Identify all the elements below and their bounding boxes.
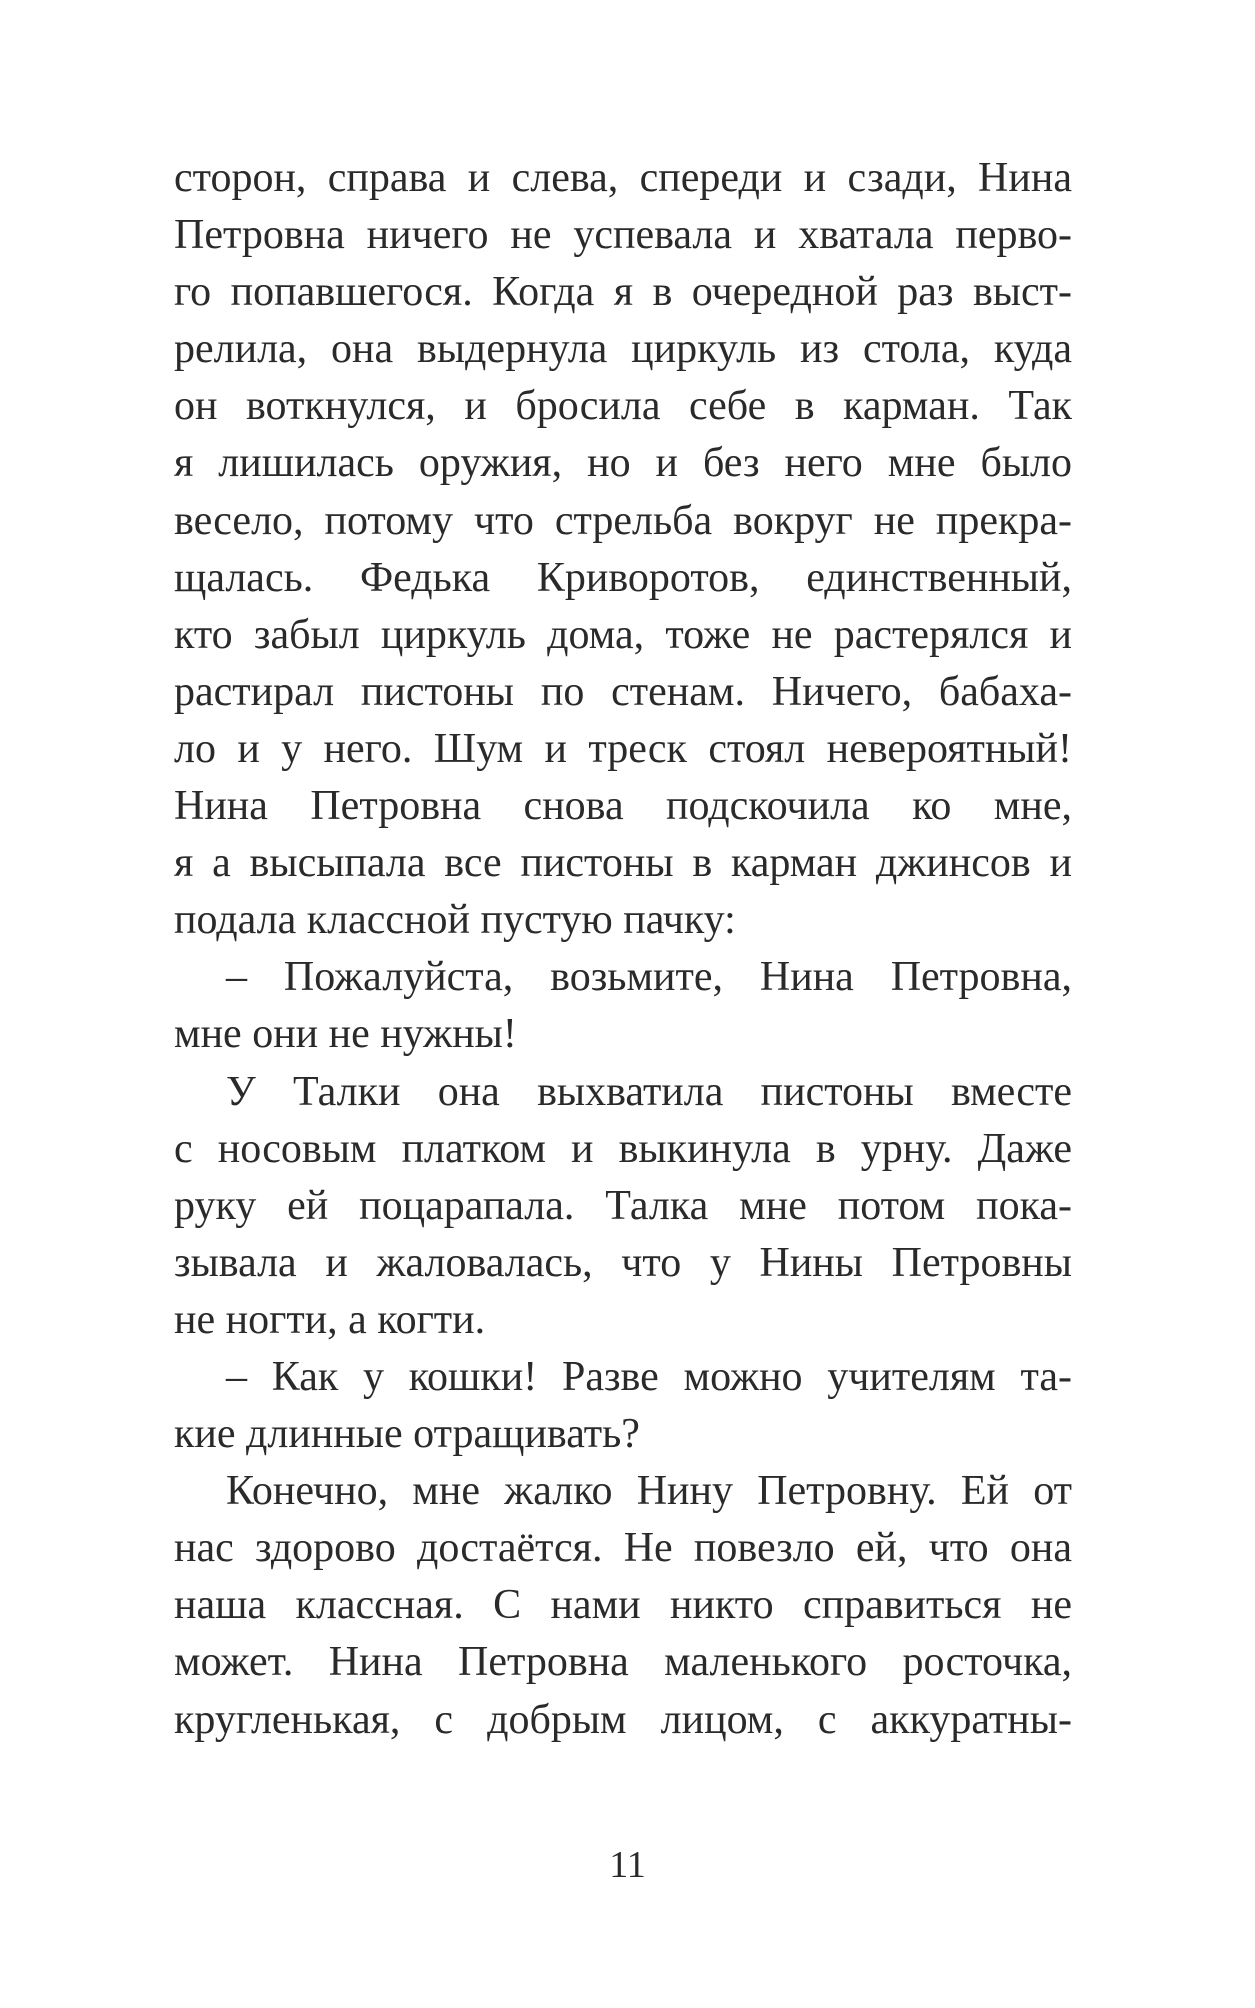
text-line: наша классная. С нами никто справиться не — [174, 1582, 1072, 1629]
text-line: го попавшегося. Когда я в очередной раз выст- — [174, 269, 1072, 316]
page-number: 11 — [609, 1844, 646, 1886]
text-line: я а высыпала все пистоны в карман джинсов и — [174, 840, 1072, 887]
text-line: он воткнулся, и бросила себе в карман. Так — [174, 383, 1072, 430]
text-line: кие длинные отращивать? — [174, 1411, 640, 1458]
text-line: – Пожалуйста, возьмите, Нина Петровна, — [226, 954, 1072, 1001]
text-line: кто забыл циркуль дома, тоже не растерялся и — [174, 611, 1072, 658]
text-line: нас здорово достаётся. Не повезло ей, что она — [174, 1525, 1072, 1572]
text-line: сторон, справа и слева, спереди и сзади, Нина — [174, 155, 1072, 201]
text-line: я лишилась оружия, но и без него мне было — [174, 440, 1072, 487]
text-line: У Талки она выхватила пистоны вместе — [226, 1068, 1072, 1115]
text-line: релила, она выдернула циркуль из стола, куда — [174, 326, 1072, 373]
text-line: руку ей поцарапала. Талка мне потом пока- — [174, 1182, 1072, 1229]
text-line: щалась. Федька Криворотов, единственный, — [174, 554, 1072, 601]
text-line: может. Нина Петровна маленького росточка, — [174, 1639, 1072, 1686]
text-line: Конечно, мне жалко Нину Петровну. Ей от — [226, 1468, 1072, 1515]
text-line: ло и у него. Шум и треск стоял невероятный! — [174, 725, 1072, 772]
body-text — [174, 150, 1072, 1749]
text-line: с носовым платком и выкинула в урну. Даже — [174, 1125, 1072, 1172]
text-line: весело, потому что стрельба вокруг не прекра- — [174, 497, 1072, 544]
text-line: Петровна ничего не успевала и хватала перво- — [174, 212, 1072, 259]
text-line: – Как у кошки! Разве можно учителям та- — [226, 1353, 1072, 1400]
text-line: растирал пистоны по стенам. Ничего, бабаха- — [174, 668, 1072, 715]
text-line: кругленькая, с добрым лицом, с аккуратны- — [174, 1696, 1072, 1743]
text-line: не ногти, а когти. — [174, 1296, 486, 1343]
text-line: мне они не нужны! — [174, 1011, 517, 1058]
text-line: зывала и жаловалась, что у Нины Петровны — [174, 1239, 1072, 1286]
text-line: подала классной пустую пачку: — [174, 897, 736, 944]
text-line: Нина Петровна снова подскочила ко мне, — [174, 783, 1072, 830]
